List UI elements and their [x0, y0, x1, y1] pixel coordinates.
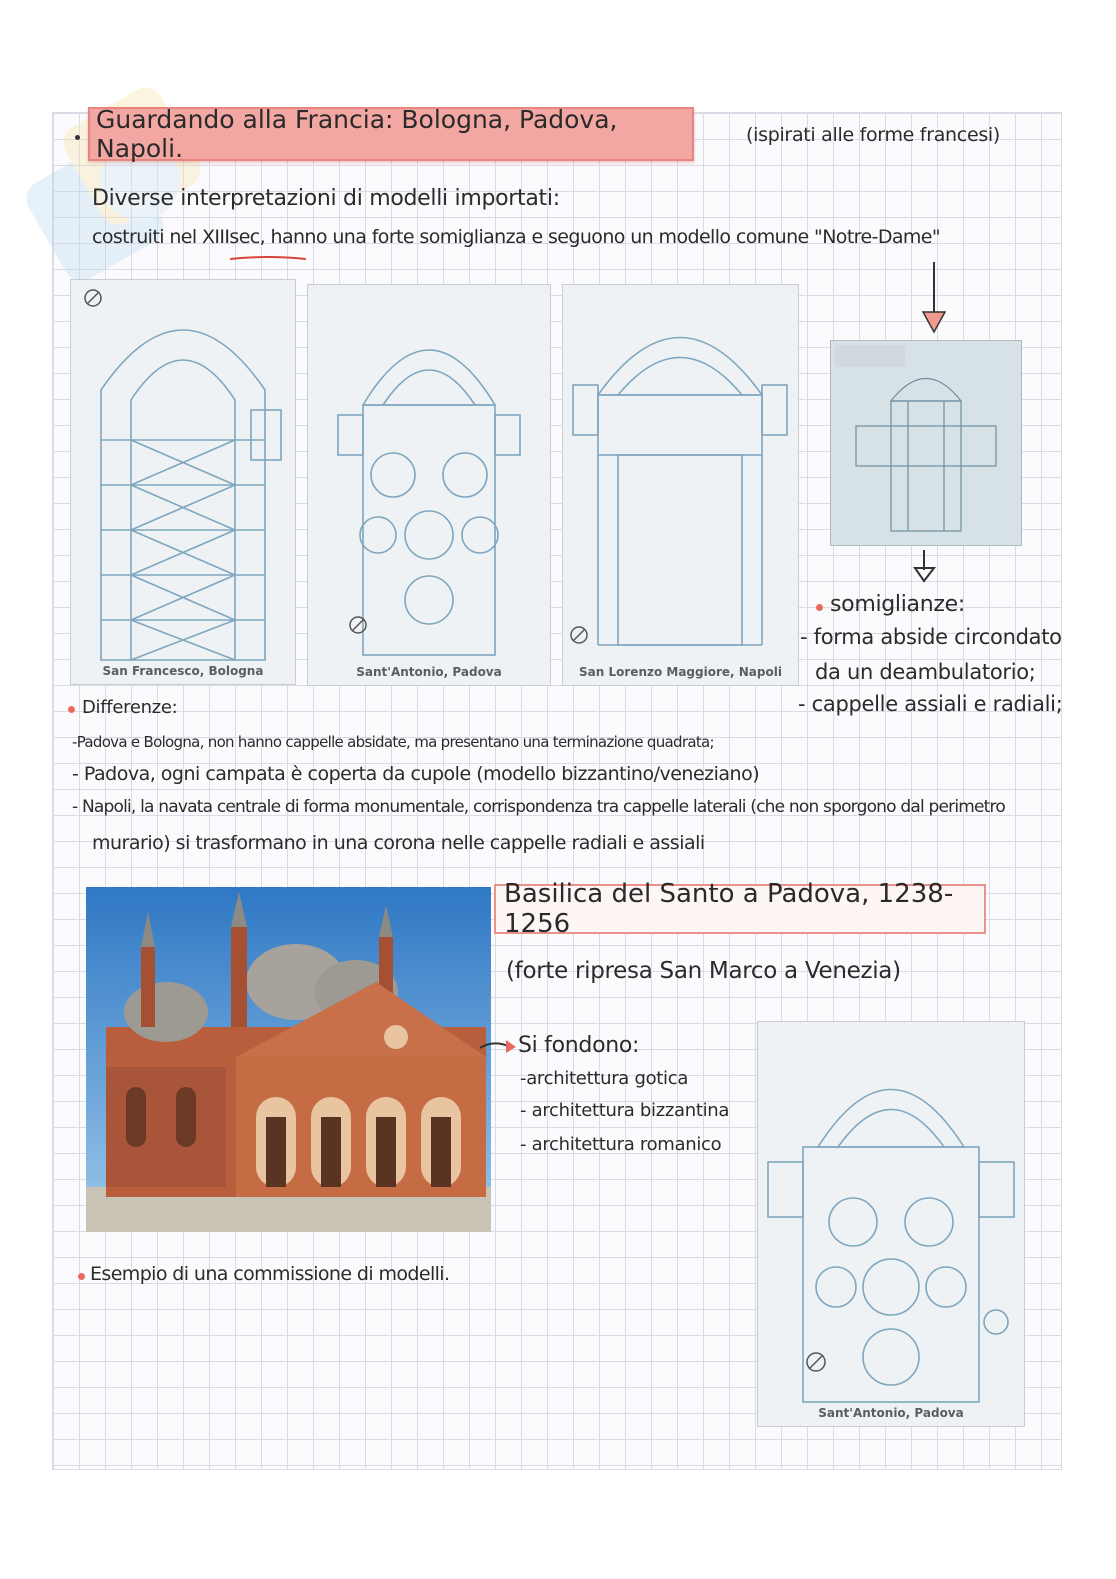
basilica-note: (forte ripresa San Marco a Venezia) — [506, 958, 901, 984]
plan-caption: Sant'Antonio, Padova — [818, 1406, 964, 1420]
plan-caption: Sant'Antonio, Padova — [356, 665, 502, 679]
plan-sant-antonio-large — [757, 1021, 1025, 1427]
differences-item: -Padova e Bologna, non hanno cappelle absidate, ma presentano una terminazione quadrata; — [72, 733, 714, 751]
intro-line-1: Diverse interpretazioni di modelli importati: — [92, 186, 560, 211]
floor-plan-drawing — [71, 280, 295, 684]
plan-caption: San Francesco, Bologna — [102, 664, 264, 678]
differences-item: murario) si trasformano in una corona nelle cappelle radiali e assiali — [92, 832, 705, 854]
floor-plan-drawing — [563, 285, 798, 685]
similarities-bullet — [816, 604, 823, 611]
intro-line-2: costruiti nel XIIIsec, hanno una forte somiglianza e seguono un modello comune "Notre-Dame" — [92, 226, 941, 248]
merge-heading: Si fondono: — [518, 1033, 640, 1058]
floor-plan-drawing — [758, 1022, 1024, 1426]
merge-item: - architettura bizzantina — [520, 1100, 730, 1121]
similarities-item: da un deambulatorio; — [815, 660, 1036, 684]
differences-item: - Napoli, la navata centrale di forma monumentale, corrispondenza tra cappelle laterali (che non sporgono dal perimetro — [72, 797, 1005, 817]
basilica-title-text: Basilica del Santo a Padova, 1238-1256 — [504, 879, 954, 939]
basilica-photo — [86, 887, 491, 1232]
similarities-heading: somiglianze: — [830, 592, 965, 617]
differences-bullet — [68, 706, 75, 713]
notre-dame-plan-image — [830, 340, 1022, 546]
similarities-item: - cappelle assiali e radiali; — [798, 692, 1063, 716]
differences-item: - Padova, ogni campata è coperta da cupole (modello bizzantino/veneziano) — [72, 763, 760, 785]
plan-san-francesco — [70, 279, 296, 685]
plan-sant-antonio — [307, 284, 551, 686]
underline-xiii — [228, 254, 308, 262]
example-bullet — [78, 1273, 85, 1280]
floor-plan-drawing — [831, 341, 1021, 545]
page-title-text: Guardando alla Francia: Bologna, Padova, Napoli. — [96, 105, 618, 163]
arrow-down-icon — [915, 260, 955, 335]
page-title — [88, 107, 694, 161]
floor-plan-drawing — [308, 285, 550, 685]
title-note: (ispirati alle forme francesi) — [746, 124, 1001, 146]
differences-heading: Differenze: — [82, 697, 178, 718]
merge-item: - architettura romanico — [520, 1134, 722, 1155]
plan-caption: San Lorenzo Maggiore, Napoli — [579, 665, 782, 679]
basilica-illustration — [86, 887, 491, 1232]
similarities-item: - forma abside circondato — [800, 625, 1062, 649]
arrow-down-icon — [910, 548, 940, 584]
title-bullet — [75, 135, 80, 140]
arrow-right-icon — [478, 1038, 518, 1056]
basilica-title — [494, 879, 986, 939]
merge-item: -architettura gotica — [520, 1068, 689, 1089]
example-note: Esempio di una commissione di modelli. — [90, 1263, 450, 1285]
plan-san-lorenzo — [562, 284, 799, 686]
